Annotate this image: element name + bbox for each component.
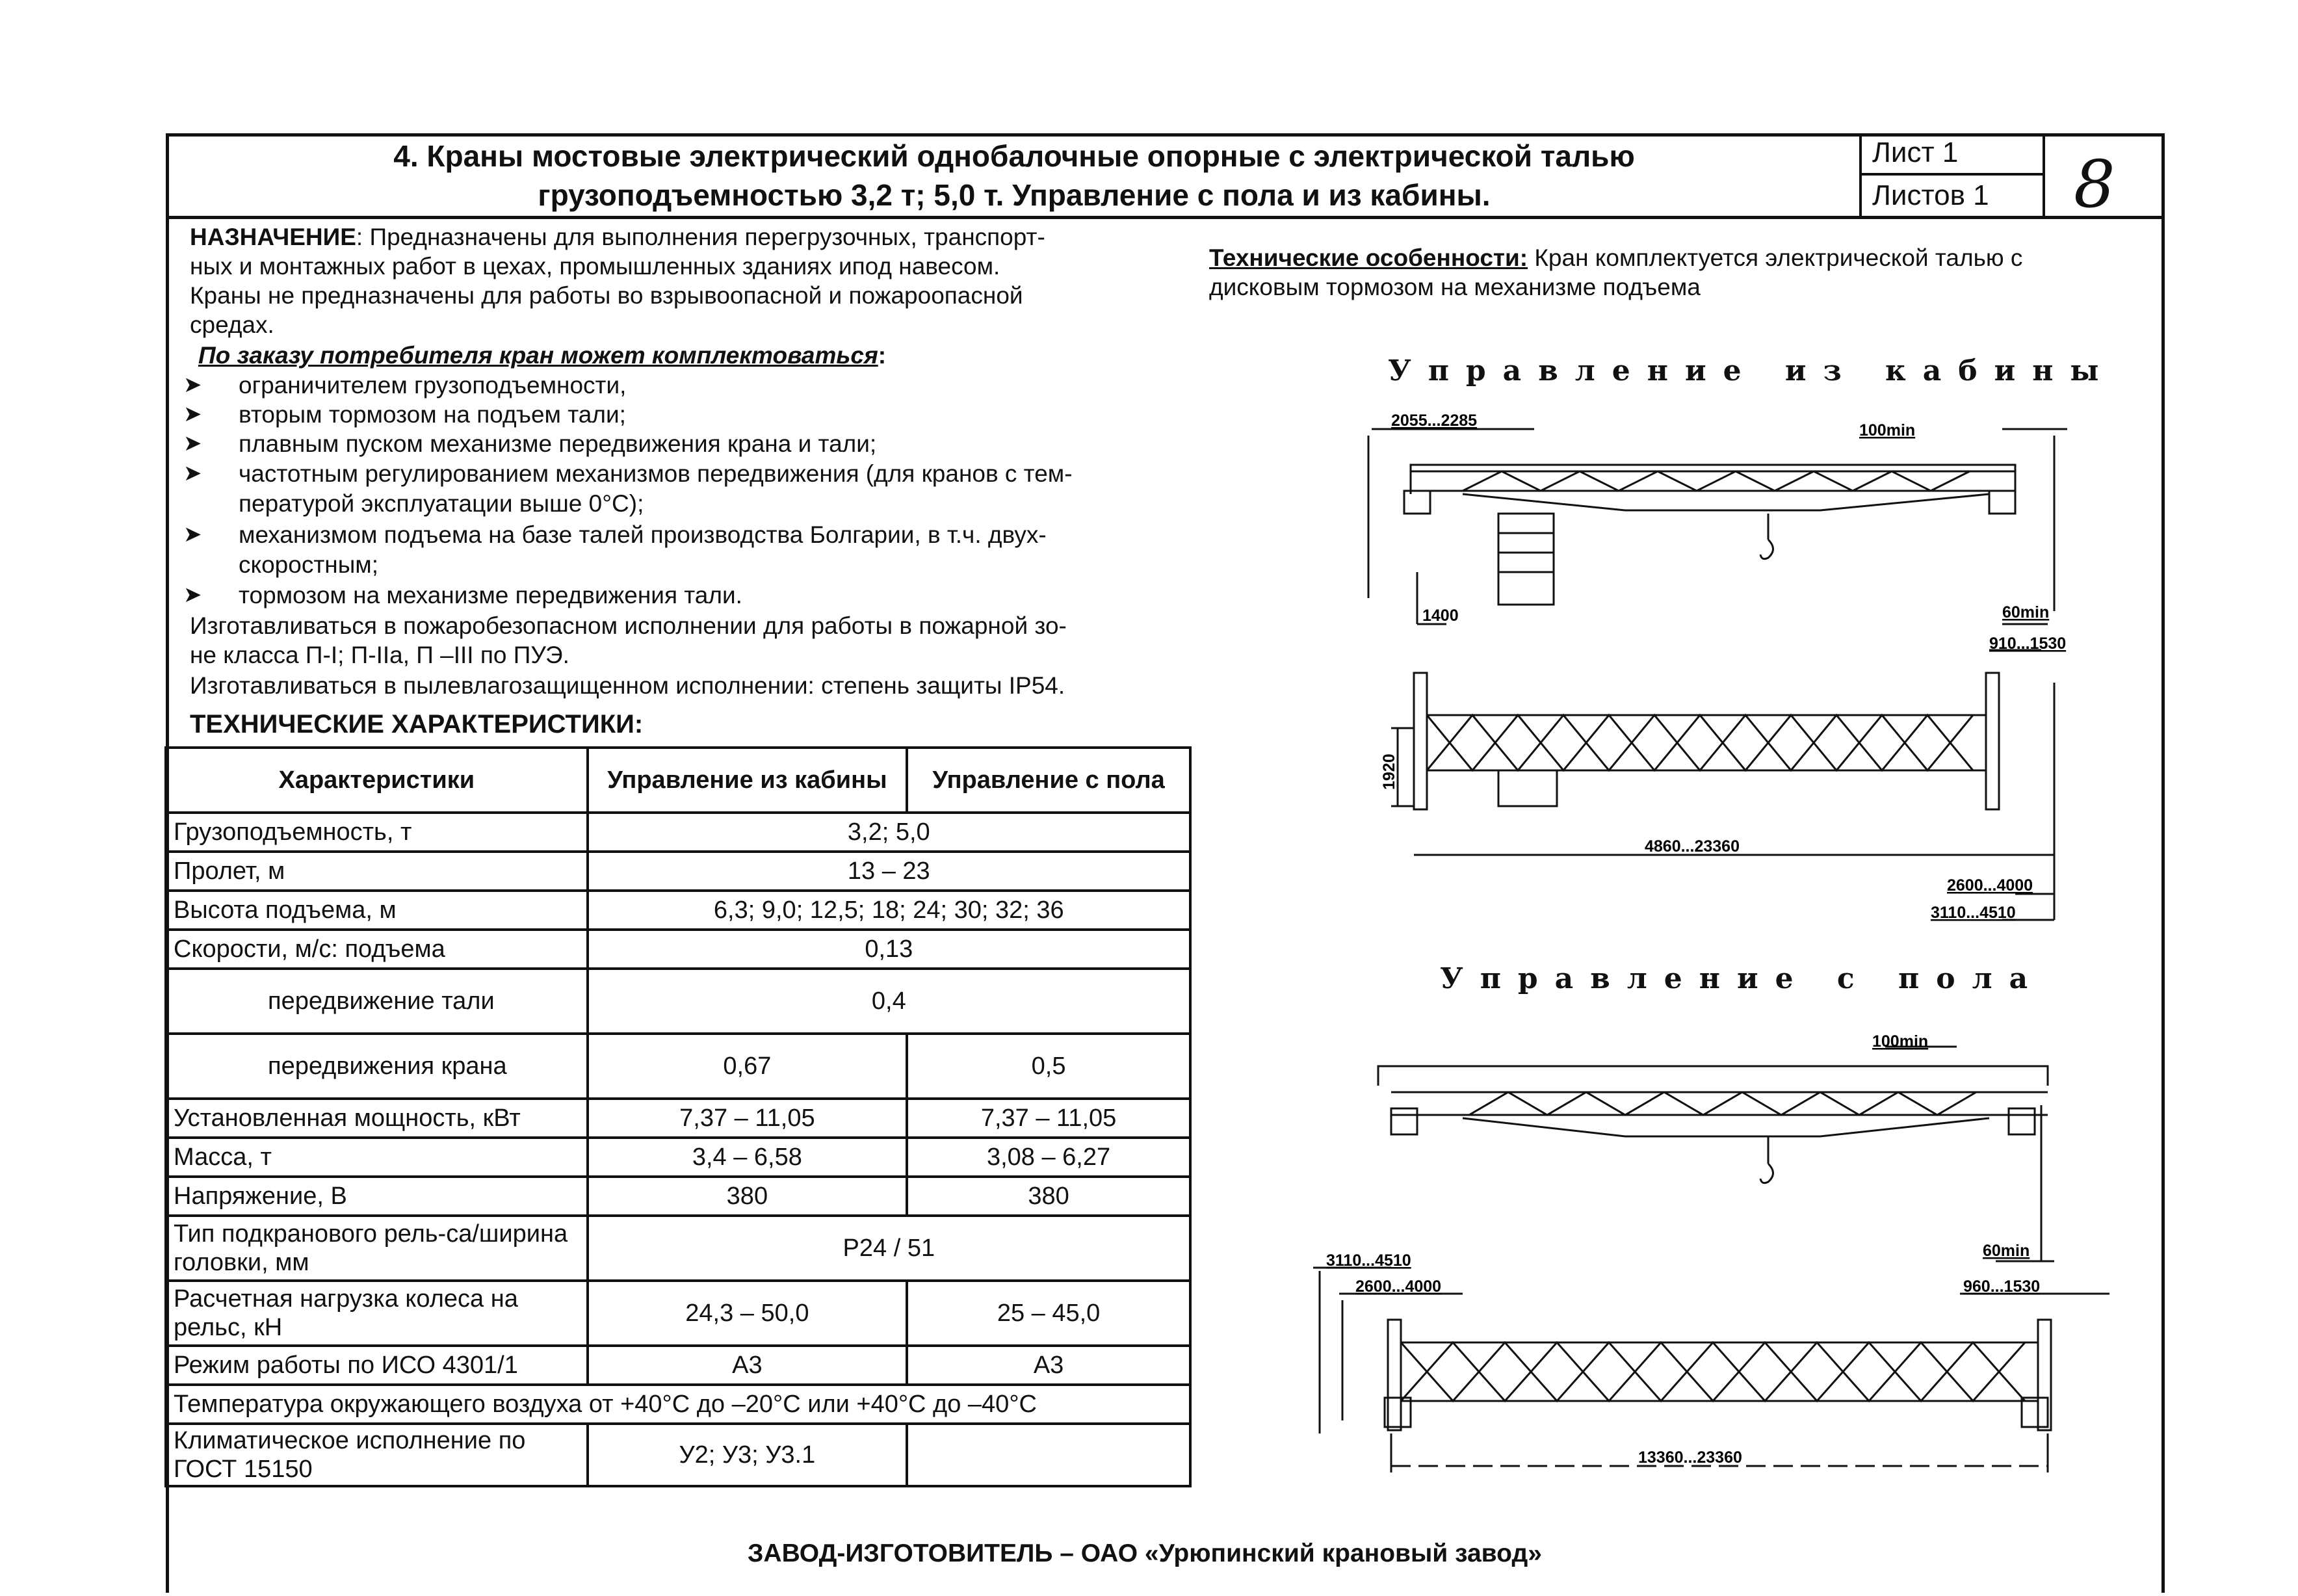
floor-dim-label: 3110...4510 [1326, 1251, 1411, 1270]
fireproof-note: Изготавливаться в пожаробезопасном исполнении для работы в пожарной зо- не класса П-I; П-IIа, П –III по ПУЭ. [190, 612, 1067, 668]
table-row: Масса, т 3,4 – 6,58 3,08 – 6,27 [166, 1138, 1190, 1177]
sheet-number: Лист 1 [1872, 137, 1959, 168]
table-row: Установленная мощность, кВт 7,37 – 11,05 7,37 – 11,05 [166, 1099, 1190, 1138]
floor-dim-label: 60min [1983, 1242, 2030, 1260]
table-row: Скорости, м/с: подъема 0,13 [166, 930, 1190, 969]
handwritten-page-number: 8 [2074, 146, 2115, 222]
header-floor: Управление с пола [907, 748, 1190, 813]
sheet-mid-rule [1859, 173, 2044, 176]
table-row: Температура окружающего воздуха от +40°С до –20°С или +40°С до –40°С [166, 1385, 1190, 1424]
floor-crane-elevation-drawing [1352, 1027, 2119, 1274]
header-cab: Управление из кабины [588, 748, 907, 813]
floor-drawing-heading: Управление с пола [1440, 962, 2045, 995]
cab-drawing-heading: Управление из кабины [1388, 354, 2116, 387]
table-row: Напряжение, В 380 380 [166, 1177, 1190, 1216]
cab-dim-label: 2055...2285 [1391, 412, 1478, 430]
title-bottom-rule [166, 216, 2165, 219]
cab-dim-label: 3110...4510 [1931, 904, 2016, 922]
cab-dim-label: 2600...4000 [1947, 876, 2033, 895]
cab-dim-label: 4860...23360 [1645, 837, 1740, 856]
table-row: Расчетная нагрузка колеса на рельс, кН 24,3 – 50,0 25 – 45,0 [166, 1281, 1190, 1346]
table-row: передвижения крана 0,67 0,5 [166, 1034, 1190, 1099]
cab-dim-label: 910...1530 [1989, 634, 2067, 653]
option-item-continued: пературой эксплуатации выше 0°С); [239, 490, 644, 517]
title-divider [1859, 133, 1862, 218]
manufacturer-footer: ЗАВОД-ИЗГОТОВИТЕЛЬ – ОАО «Урюпинский крановый завод» [748, 1539, 1542, 1567]
options-heading: По заказу потребителя кран может комплектоваться: [198, 342, 887, 369]
cab-dim-label: 1400 [1422, 607, 1459, 625]
table-row: Высота подъема, м 6,3; 9,0; 12,5; 18; 24; 30; 32; 36 [166, 891, 1190, 930]
table-header-row [166, 748, 1190, 813]
table-row: Пролет, м 13 – 23 [166, 852, 1190, 891]
specs-table [164, 746, 1192, 1487]
floor-dim-label: 13360...23360 [1638, 1448, 1742, 1467]
table-row: передвижение тали 0,4 [166, 969, 1190, 1034]
table-row: Режим работы по ИСО 4301/1 А3 А3 [166, 1346, 1190, 1385]
sheet-count: Листов 1 [1872, 179, 1989, 211]
page-title: 4. Краны мостовые электрический однобалочные опорные с электрической талью грузоподъемностью 3,2 т; 5,0 т. Управление с пола и из кабины. [393, 139, 1635, 212]
cab-dim-label: 60min [2002, 603, 2050, 621]
features-label: Технические особенности: [1209, 244, 1528, 271]
option-item-continued: скоростным; [239, 551, 379, 578]
cab-crane-plan-drawing [1352, 663, 2080, 923]
cab-dim-label: 1920 [1380, 753, 1398, 790]
table-row: Климатическое исполнение по ГОСТ 15150 У2; У3; У3.1 [166, 1424, 1190, 1486]
sheet-divider [2043, 133, 2045, 218]
dustproof-note: Изготавливаться в пылевлагозащищенном исполнении: степень защиты IP54. [190, 672, 1065, 699]
cab-crane-elevation-drawing [1352, 410, 2080, 670]
purpose-label: НАЗНАЧЕНИЕ [190, 224, 356, 250]
floor-dim-label: 960...1530 [1963, 1277, 2041, 1296]
table-row: Тип подкранового рель-са/ширина головки, мм Р24 / 51 [166, 1216, 1190, 1281]
table-row: Грузоподъемность, т 3,2; 5,0 [166, 813, 1190, 852]
floor-dim-label: 100min [1872, 1032, 1929, 1051]
purpose-block: НАЗНАЧЕНИЕ: Предназначены для выполнения перегрузочных, транспорт- ных и монтажных работ в цехах, промышленных зданиях ипод навесом. Краны не предназначены для работы во взрывоопасной и пожароопасной средах. [190, 224, 1045, 338]
floor-crane-plan-drawing [1307, 1251, 2119, 1524]
features-block: Технические особенности: Кран комплектуется электрической талью с дисковым тормозом на механизме подъема [1209, 244, 2023, 300]
floor-dim-label: 2600...4000 [1355, 1277, 1442, 1296]
cab-dim-label: 100min [1859, 421, 1916, 439]
tech-heading: ТЕХНИЧЕСКИЕ ХАРАКТЕРИСТИКИ: [190, 710, 644, 739]
header-characteristics: Характеристики [166, 748, 588, 813]
